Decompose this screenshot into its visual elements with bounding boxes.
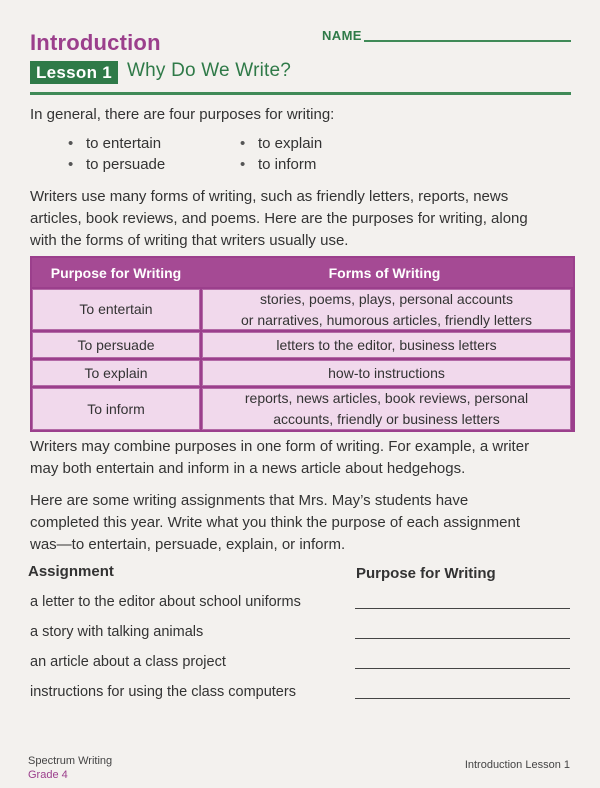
table-cell-purpose: To persuade [32, 332, 200, 358]
assignment-item: an article about a class project [30, 654, 226, 670]
lesson-badge: Lesson 1 [30, 61, 118, 84]
purpose-bullet: • to entertain [86, 135, 161, 152]
combine-paragraph-line: Writers may combine purposes in one form of writing. For example, a writer [30, 438, 530, 455]
purposes-table [30, 256, 575, 432]
forms-line: stories, poems, plays, personal accounts [260, 290, 513, 307]
assignment-item: instructions for using the class computers [30, 684, 296, 700]
assignment-paragraph-line: Here are some writing assignments that Mrs. May’s students have [30, 492, 469, 509]
assignment-item: a letter to the editor about school uniforms [30, 594, 301, 610]
name-answer-line[interactable] [364, 40, 571, 42]
table-cell-forms: how-to instructions [202, 360, 571, 386]
purpose-bullet: • to inform [258, 156, 316, 173]
table-cell-forms [202, 289, 571, 330]
table-row [32, 388, 573, 430]
table-cell-forms: letters to the editor, business letters [202, 332, 571, 358]
purpose-bullet: • to persuade [86, 156, 165, 173]
page-title: Introduction [30, 30, 161, 55]
footer-series: Spectrum Writing [28, 755, 113, 767]
table-header-row [32, 258, 573, 287]
table-header-purpose: Purpose for Writing [50, 264, 182, 281]
table-cell-purpose: To entertain [32, 289, 200, 330]
forms-line: accounts, friendly or business letters [273, 411, 500, 427]
forms-paragraph-line: Writers use many forms of writing, such as friendly letters, reports, news [30, 188, 509, 205]
assignment-paragraph-line: was—to entertain, persuade, explain, or inform. [30, 536, 346, 553]
purpose-answer-line[interactable] [355, 698, 570, 699]
footer-page-label: Introduction Lesson 1 [464, 759, 570, 771]
footer-grade: Grade 4 [28, 769, 68, 781]
lesson-title: Why Do We Write? [127, 60, 292, 81]
forms-line: or narratives, humorous articles, friendly letters [241, 311, 532, 328]
forms-paragraph-line: articles, book reviews, and poems. Here are the purposes for writing, along [30, 210, 528, 227]
forms-line: reports, news articles, book reviews, personal [244, 390, 529, 406]
table-cell-purpose: To inform [32, 388, 200, 430]
table-header-forms: Forms of Writing [328, 264, 441, 281]
table-row [32, 289, 573, 330]
table-cell-purpose: To explain [32, 360, 200, 386]
purpose-bullet: • to explain [258, 135, 322, 152]
purpose-answer-line[interactable] [355, 608, 570, 609]
table-cell-forms [202, 388, 571, 430]
purpose-column-heading: Purpose for Writing [356, 565, 496, 582]
purpose-answer-line[interactable] [355, 668, 570, 669]
heading-divider [30, 92, 571, 95]
table-row [32, 332, 573, 358]
assignment-item: a story with talking animals [30, 624, 204, 640]
assignment-paragraph-line: completed this year. Write what you think the purpose of each assignment [30, 514, 520, 531]
purpose-answer-line[interactable] [355, 638, 570, 639]
forms-paragraph-line: with the forms of writing that writers usually use. [30, 232, 349, 249]
table-row [32, 360, 573, 386]
assignment-column-heading: Assignment [28, 563, 114, 580]
intro-sentence: In general, there are four purposes for writing: [30, 106, 335, 123]
combine-paragraph-line: may both entertain and inform in a news article about hedgehogs. [30, 460, 466, 477]
name-label: NAME [322, 28, 362, 43]
